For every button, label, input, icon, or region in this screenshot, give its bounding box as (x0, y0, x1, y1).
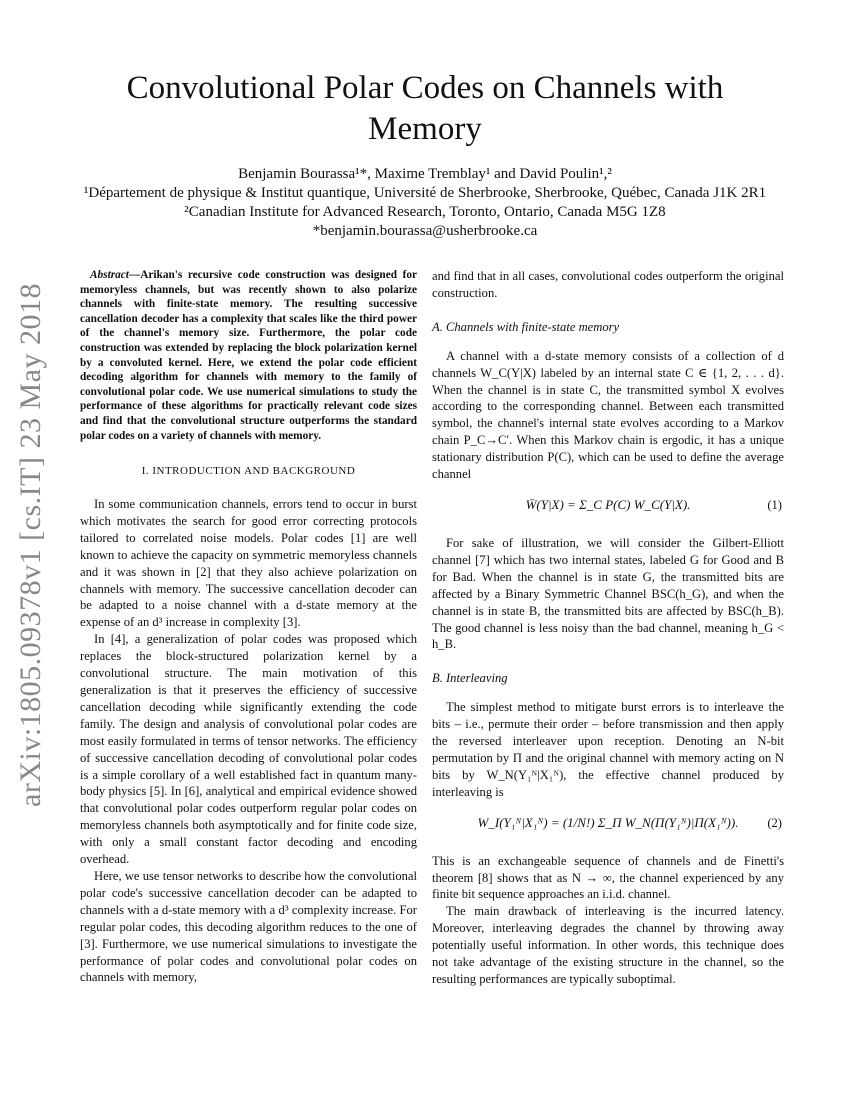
abstract-label: Abstract (90, 269, 129, 281)
equation-1-number: (1) (767, 497, 782, 512)
author-email: *benjamin.bourassa@usherbrooke.ca (312, 223, 538, 239)
abstract (80, 268, 417, 443)
abstract-text: —Arikan's recursive code construction was designed for memoryless channels, but was recently shown to also polarize channels with finite-state memory. The resulting successive cancellation decoder has a complexity that scales like the third power of the channel's memory size. Furthermore, the polar code construction was extended by replacing the block polarization kernel by a convoluted kernel. Here, we extend the polar code efficient decoding algorithm for channels with memory to the family of convolutional polar code. We use numerical simulations to study the performance of these algorithms for practically relevant code sizes and find that the convolutional structure outperforms the standard polar codes on a variety of channels with memory. (80, 269, 417, 442)
intro-paragraph-2: In [4], a generalization of polar codes was proposed which replaces the block-structured polarization kernel by a convolutional structure. The main motivation of this generalization is that it preserves the efficiency of successive cancellation decoding while significantly extending the code family. The design and analysis of convolutional polar codes are most easily formulated in terms of tensor networks. The efficiency of successive cancellation decoding of convolutional polar codes is a simple corollary of a well established fact in quantum many-body physics [5]. In [6], analytical and empirical evidence showed that convolutional polar codes outperform regular polar codes on memoryless channels both asymptotically and for finite code size, with only a small constant factor decoding and encoding overhead. (80, 632, 417, 867)
subsection-b-paragraph-3: The main drawback of interleaving is the incurred latency. Moreover, interleaving degrades the channel by throwing away potentially useful information. In other words, this technique does not take advantage of the existing structure in the channel, so the resulting performances are typically suboptimal. (432, 904, 784, 986)
subsection-b-paragraph-1: The simplest method to mitigate burst errors is to interleave the bits – i.e., permute their order – before transmission and then apply the reversed interleaver upon reception. Denoting an N-bit permutation by Π and the original channel with memory acting on N bits by W_N(Y₁ᴺ|X₁ᴺ), the effective channel produced by interleaving is (432, 700, 784, 799)
left-column (80, 268, 417, 986)
author-block (80, 165, 770, 241)
equation-1 (432, 491, 784, 525)
paper-title: Convolutional Polar Codes on Channels with Memory (126, 70, 724, 147)
equation-1-body: W̄(Y|X) = Σ_C P(C) W_C(Y|X). (525, 496, 691, 512)
subsection-a-paragraph-2: For sake of illustration, we will consider the Gilbert-Elliott channel [7] which has two internal states, labeled G for Good and B for Bad. When the channel is in state G, the transmitted bits are affected by a Binary Symmetric Channel BSC(h_G), and when the channel is in state B, the transmitted bits are affected by BSC(h_B). The good channel is less noisy than the bad channel, meaning h_G < h_B. (432, 535, 784, 652)
arxiv-sidebar (6, 283, 56, 807)
equation-2 (432, 809, 784, 843)
subsection-a-paragraph-1: A channel with a d-state memory consists of a collection of d channels W_C(Y|X) labeled by an internal state C ∈ {1, 2, . . . d}. When the channel is in state C, the transmitted symbol X evolves according to the corresponding channel. Between each transmitted symbol, the channel's internal state evolves according to a Markov chain P_C→C′. When this Markov chain is ergodic, it has a unique stationary distribution P(C), which can be used to define the average channel (432, 348, 784, 482)
subsection-heading-a: A. Channels with finite-state memory (432, 319, 620, 334)
right-column (432, 268, 784, 988)
section-heading-intro: I. INTRODUCTION AND BACKGROUND (141, 465, 356, 478)
arxiv-identifier: arXiv:1805.09378v1 [cs.IT] 23 May 2018 (14, 283, 47, 807)
equation-2-body: W_I(Y₁ᴺ|X₁ᴺ) = (1/N!) Σ_Π W_N(Π(Y₁ᴺ)|Π(X₁ᴺ)). (477, 814, 739, 830)
equation-2-number: (2) (767, 815, 782, 830)
subsection-b-paragraph-2: This is an exchangeable sequence of channels and de Finetti's theorem [8] shows that as N → ∞, the channel experienced by any finite bit sequence approaches an i.i.d. channel. (432, 853, 784, 902)
intro-paragraph-3: Here, we use tensor networks to describe how the convolutional polar code's successive cancellation decoder can be adapted to channels with a d-state memory with a d³ complexity increase. For regular polar codes, this decoding algorithm reduces to the one of [3]. Furthermore, we use numerical simulations to investigate the performance of polar codes and convolutional polar codes on channels with memory, (80, 868, 417, 985)
subsection-heading-b: B. Interleaving (432, 671, 508, 686)
affiliation-2: ²Canadian Institute for Advanced Research, Toronto, Ontario, Canada M5G 1Z8 (184, 204, 666, 220)
author-names: Benjamin Bourassa¹*, Maxime Tremblay¹ and David Poulin¹,² (238, 166, 612, 182)
intro-paragraph-1: In some communication channels, errors tend to occur in burst which motivates the search for good error correcting protocols tailored to correlated noise models. Polar codes [1] are well known to achieve the capacity on symmetric memoryless channels and it was shown in [2] that they also achieve polarization on channels with memory. The successive cancellation decoder can be adapted to a noise channel with a d-state memory at the expense of an d³ increase in complexity [3]. (80, 497, 417, 630)
continued-paragraph: and find that in all cases, convolutional codes outperform the original construction. (432, 269, 784, 300)
affiliation-1: ¹Département de physique & Institut quantique, Université de Sherbrooke, Sherbrooke, Québec, Canada J1K 2R1 (83, 185, 767, 201)
